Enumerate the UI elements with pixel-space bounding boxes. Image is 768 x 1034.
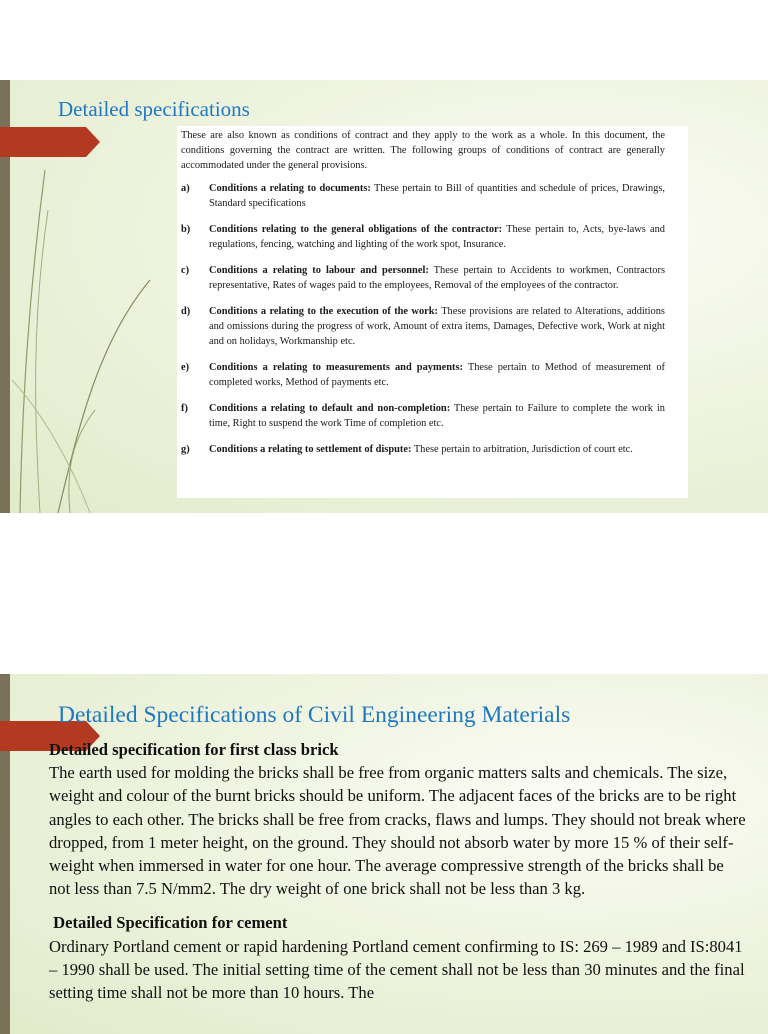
condition-letter: g) xyxy=(181,444,190,455)
condition-item xyxy=(181,263,665,293)
condition-letter: c) xyxy=(181,265,190,276)
condition-item xyxy=(181,222,665,252)
condition-heading: Conditions a relating to measurements and payments: xyxy=(209,362,463,373)
condition-letter: a) xyxy=(181,183,190,194)
condition-text: These pertain to arbitration, Jurisdiction of court etc. xyxy=(411,444,633,455)
condition-letter: d) xyxy=(181,306,191,317)
slide-title: Detailed Specifications of Civil Engineering Materials xyxy=(58,702,571,728)
condition-text: These pertain to Accidents to workmen, Contractors representative, Rates of wages paid to the employees, Removal of the employees of the contractor. xyxy=(209,265,665,291)
cement-paragraph: Ordinary Portland cement or rapid hardening Portland cement confirming to IS: 269 – 1989 and IS:8041 – 1990 shall be used. The initial setting time of the cement shall not be less than 30 minutes and the final setting time shall not be more than 10 hours. The xyxy=(49,936,745,1003)
title-arrow-marker xyxy=(0,127,100,157)
condition-item xyxy=(181,304,665,349)
condition-text: These pertain to Bill of quantities and schedule of prices, Drawings, Standard specifications xyxy=(209,183,665,209)
slide-civil-engineering-materials xyxy=(0,674,768,1034)
condition-item xyxy=(181,181,665,211)
condition-letter: f) xyxy=(181,403,188,414)
condition-text: These pertain to Failure to complete the work in time, Right to suspend the work Time of completion etc. xyxy=(209,403,665,429)
cement-heading: Detailed Specification for cement xyxy=(49,913,288,933)
condition-letter: b) xyxy=(181,224,191,235)
slide-detailed-specifications xyxy=(0,80,768,513)
intro-paragraph: These are also known as conditions of contract and they apply to the work as a whole. In this document, the conditions governing the contract are written. The following groups of conditions of contract are generally accommodated under the general provisions. xyxy=(181,130,665,171)
condition-heading: Conditions a relating to settlement of dispute: xyxy=(209,444,412,455)
condition-item xyxy=(181,360,665,390)
brick-heading: Detailed specification for first class brick xyxy=(49,740,339,759)
contract-conditions-document xyxy=(177,126,688,498)
condition-item xyxy=(181,401,665,431)
condition-item xyxy=(181,442,665,457)
condition-text: These pertain to Method of measurement of completed works, Method of payments etc. xyxy=(209,362,666,388)
materials-body xyxy=(49,738,749,1004)
slide-title: Detailed specifications xyxy=(58,97,250,121)
condition-heading: Conditions a relating to default and non-completion: xyxy=(209,403,451,414)
condition-heading: Conditions a relating to the execution of the work: xyxy=(209,306,438,317)
brick-paragraph: The earth used for molding the bricks shall be free from organic matters salts and chemicals. The size, weight and colour of the burnt bricks should be uniform. The adjacent faces of the bricks are to be right angles to each other. The bricks shall be free from cracks, flaws and lumps. They should not break where dropped, from 1 meter height, on the ground. They should not absorb water by more 15 % of their self-weight when immersed in water for one hour. The average compressive strength of the bricks shall be not less than 7.5 N/mm2. The dry weight of one brick shall not be less than 3 kg. xyxy=(49,763,746,899)
condition-text: These pertain to, Acts, bye-laws and regulations, fencing, watching and lighting of the work spot, Insurance. xyxy=(209,224,665,250)
condition-heading: Conditions relating to the general obligations of the contractor: xyxy=(209,224,503,235)
condition-heading: Conditions a relating to documents: xyxy=(209,183,371,194)
condition-text: These provisions are related to Alterations, additions and omissions during the progress of work, Amount of extra items, Damages, Defective work, Work at night and on holidays, Workmanship etc. xyxy=(209,306,665,347)
condition-letter: e) xyxy=(181,362,190,373)
condition-heading: Conditions a relating to labour and personnel: xyxy=(209,265,429,276)
